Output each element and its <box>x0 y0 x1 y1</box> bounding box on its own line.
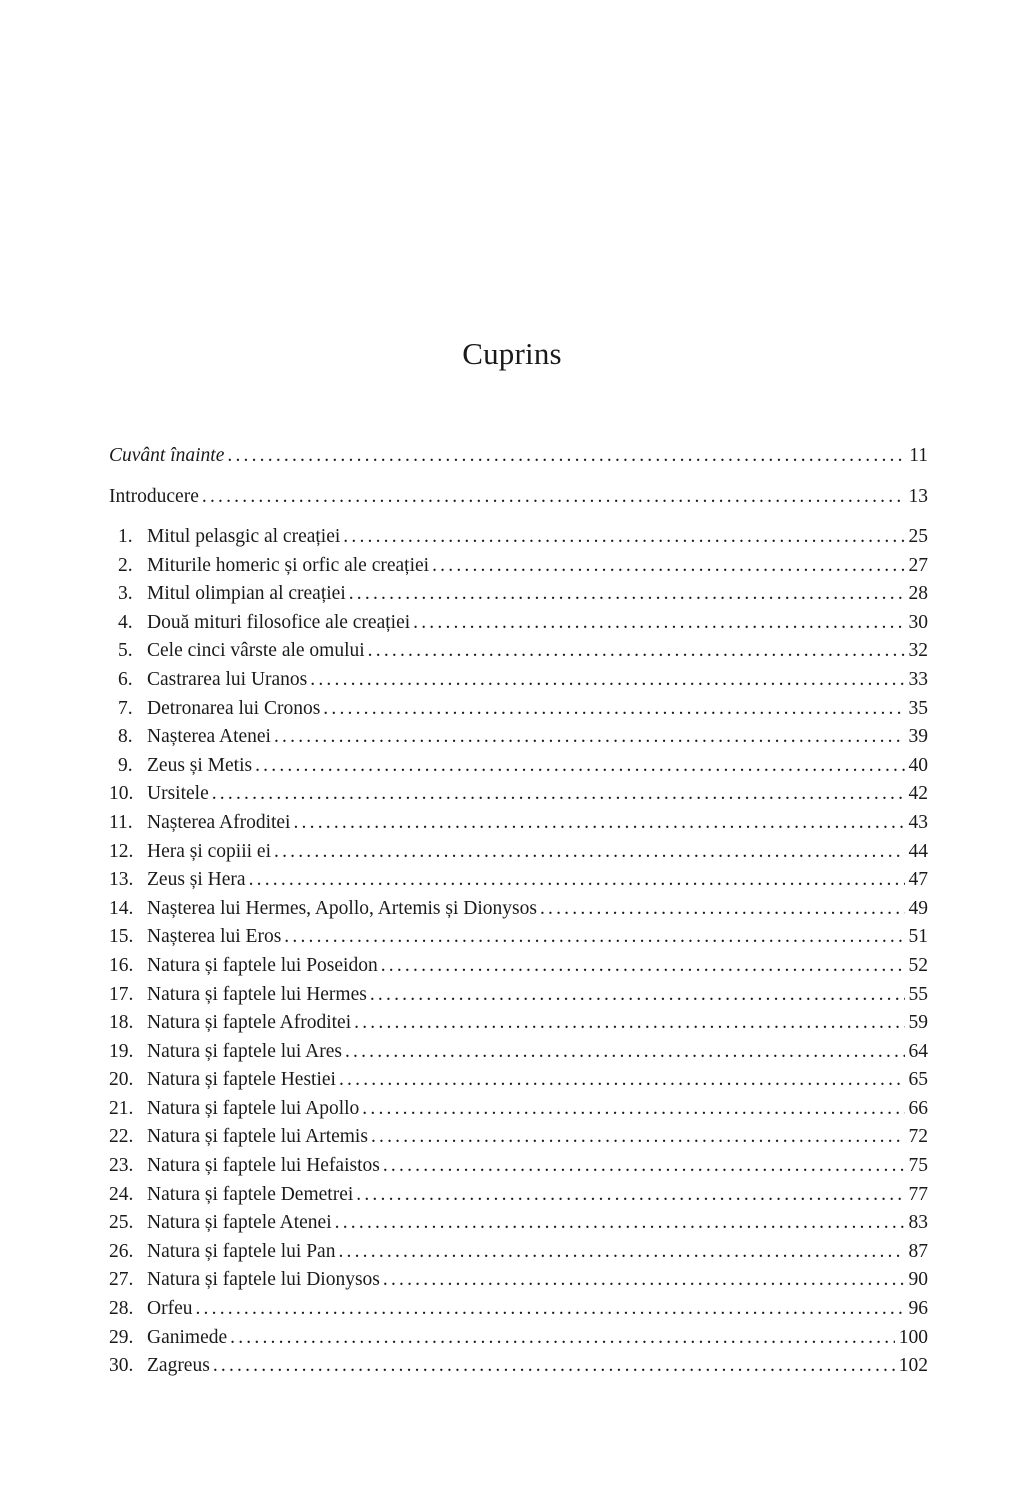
toc-entry-page: 51 <box>908 926 928 948</box>
toc-entry-number: 13. <box>109 869 134 891</box>
toc-entry[interactable] <box>109 580 928 609</box>
dot-leader <box>274 723 905 752</box>
toc-entry[interactable] <box>109 838 928 867</box>
toc-entry-number: 26. <box>109 1240 134 1262</box>
toc-entry-label: Zeus și Metis <box>147 754 253 776</box>
toc-entry-label: Natura și faptele lui Hermes <box>147 983 367 1005</box>
dot-leader <box>368 637 905 666</box>
toc-entry[interactable] <box>109 780 928 809</box>
toc-entry[interactable] <box>109 952 928 981</box>
toc-entry-page: 64 <box>908 1040 928 1062</box>
toc-entry-label: Natura și faptele lui Ares <box>147 1040 342 1062</box>
dot-leader <box>230 1324 895 1353</box>
toc-entry-page: 90 <box>908 1269 928 1291</box>
toc-entry-label: Natura și faptele lui Hefaistos <box>147 1155 380 1177</box>
toc-entry-page: 102 <box>898 1355 928 1377</box>
toc-entry[interactable] <box>109 637 928 666</box>
dot-leader <box>349 580 905 609</box>
toc-entry-label: Castrarea lui Uranos <box>147 668 308 690</box>
toc-entry-label: Hera și copiii ei <box>147 840 271 862</box>
toc-entry-label: Natura și faptele Demetrei <box>147 1183 354 1205</box>
dot-leader <box>383 1152 905 1181</box>
toc-entry-label: Nașterea Afroditei <box>147 811 291 833</box>
toc-entry-introduction[interactable] <box>109 483 928 523</box>
toc-entry-label: Orfeu <box>147 1298 193 1320</box>
dot-leader <box>338 1238 904 1267</box>
toc-entry-foreword[interactable] <box>109 442 928 483</box>
toc-entry[interactable] <box>109 609 928 638</box>
toc-entry-label: Zagreus <box>147 1355 210 1377</box>
toc-entry-label: Nașterea Atenei <box>147 726 271 748</box>
dot-leader <box>310 666 904 695</box>
toc-entry-number: 24. <box>109 1183 134 1205</box>
toc-entry-page: 35 <box>908 697 928 719</box>
chapter-list <box>109 523 928 1381</box>
toc-entry-label: Natura și faptele lui Dionysos <box>147 1269 380 1291</box>
dot-leader <box>343 523 904 552</box>
toc-entry[interactable] <box>109 1352 928 1381</box>
toc-entry-label: Miturile homeric și orfic ale creației <box>147 554 430 576</box>
dot-leader <box>356 1181 904 1210</box>
dot-leader <box>381 952 905 981</box>
dot-leader <box>227 442 905 471</box>
toc-entry[interactable] <box>109 1295 928 1324</box>
toc-entry-page: 39 <box>908 726 928 748</box>
table-of-contents <box>109 442 928 1381</box>
toc-entry-page: 42 <box>908 783 928 805</box>
toc-entry-page: 43 <box>908 811 928 833</box>
toc-entry-page: 49 <box>908 897 928 919</box>
toc-entry-page: 100 <box>898 1326 928 1348</box>
toc-entry-number: 29. <box>109 1326 134 1348</box>
toc-entry-page: 27 <box>908 554 928 576</box>
toc-entry-page: 11 <box>909 445 928 466</box>
toc-entry-page: 47 <box>908 869 928 891</box>
dot-leader <box>335 1209 905 1238</box>
toc-entry[interactable] <box>109 1238 928 1267</box>
toc-entry-label: Introducere <box>109 486 199 507</box>
dot-leader <box>383 1266 905 1295</box>
toc-entry-page: 55 <box>908 983 928 1005</box>
toc-entry-number: 12. <box>109 840 134 862</box>
toc-entry-label: Natura și faptele lui Artemis <box>147 1126 368 1148</box>
toc-entry-number: 23. <box>109 1155 134 1177</box>
toc-entry[interactable] <box>109 1181 928 1210</box>
toc-entry-page: 83 <box>908 1212 928 1234</box>
toc-entry-label: Natura și faptele Afroditei <box>147 1012 352 1034</box>
toc-entry[interactable] <box>109 981 928 1010</box>
toc-entry-label: Mitul pelasgic al creației <box>147 526 341 547</box>
toc-entry[interactable] <box>109 809 928 838</box>
toc-entry-number: 2. <box>118 554 133 576</box>
toc-entry-label: Ganimede <box>147 1326 228 1348</box>
dot-leader <box>202 483 905 512</box>
toc-entry-number: 5. <box>118 640 133 662</box>
toc-entry-label: Cele cinci vârste ale omului <box>147 640 365 662</box>
toc-entry-page: 52 <box>908 954 928 976</box>
toc-entry-label: Cuvânt înainte <box>109 445 225 466</box>
dot-leader <box>432 552 904 581</box>
toc-entry-number: 1. <box>118 526 133 547</box>
dot-leader <box>345 1038 905 1067</box>
toc-entry-page: 75 <box>908 1155 928 1177</box>
toc-entry[interactable] <box>109 552 928 581</box>
toc-entry-page: 59 <box>908 1012 928 1034</box>
toc-entry-number: 9. <box>118 754 133 776</box>
toc-entry[interactable] <box>109 1324 928 1353</box>
dot-leader <box>371 1123 905 1152</box>
toc-entry-number: 4. <box>118 611 133 633</box>
toc-entry-label: Zeus și Hera <box>147 869 246 891</box>
toc-entry-number: 19. <box>109 1040 134 1062</box>
toc-entry-page: 44 <box>908 840 928 862</box>
toc-entry[interactable] <box>109 523 928 552</box>
toc-entry[interactable] <box>109 1123 928 1152</box>
toc-entry-page: 25 <box>908 526 928 547</box>
toc-entry-label: Ursitele <box>147 783 209 805</box>
toc-entry-page: 40 <box>908 754 928 776</box>
toc-entry-label: Natura și faptele lui Poseidon <box>147 954 378 976</box>
toc-entry-page: 33 <box>908 668 928 690</box>
toc-entry-number: 7. <box>118 697 133 719</box>
dot-leader <box>274 838 905 867</box>
toc-entry-label: Nașterea lui Eros <box>147 926 282 948</box>
toc-entry[interactable] <box>109 723 928 752</box>
toc-entry-label: Natura și faptele Hestiei <box>147 1069 336 1091</box>
toc-entry[interactable] <box>109 752 928 781</box>
toc-entry[interactable] <box>109 1009 928 1038</box>
toc-entry-page: 96 <box>908 1298 928 1320</box>
dot-leader <box>195 1295 904 1324</box>
toc-entry[interactable] <box>109 923 928 952</box>
toc-entry-page: 65 <box>908 1069 928 1091</box>
dot-leader <box>362 1095 904 1124</box>
toc-entry-label: Natura și faptele lui Pan <box>147 1240 336 1262</box>
toc-entry-page: 13 <box>908 486 928 507</box>
toc-entry-number: 28. <box>109 1298 134 1320</box>
dot-leader <box>212 780 905 809</box>
toc-entry[interactable] <box>109 1266 928 1295</box>
toc-entry-number: 10. <box>109 783 134 805</box>
toc-entry-number: 16. <box>109 954 134 976</box>
toc-entry-page: 32 <box>908 640 928 662</box>
toc-entry-number: 18. <box>109 1012 134 1034</box>
toc-entry-number: 15. <box>109 926 134 948</box>
toc-entry-number: 27. <box>109 1269 134 1291</box>
dot-leader <box>354 1009 904 1038</box>
toc-entry[interactable] <box>109 895 928 924</box>
toc-entry-number: 25. <box>109 1212 134 1234</box>
toc-entry-page: 77 <box>908 1183 928 1205</box>
toc-entry-page: 28 <box>908 583 928 605</box>
dot-leader <box>413 609 904 638</box>
dot-leader <box>213 1352 895 1381</box>
dot-leader <box>540 895 905 924</box>
toc-entry-number: 17. <box>109 983 134 1005</box>
toc-entry[interactable] <box>109 1066 928 1095</box>
toc-entry-number: 8. <box>118 726 133 748</box>
toc-entry-label: Natura și faptele lui Apollo <box>147 1097 360 1119</box>
toc-entry-number: 20. <box>109 1069 134 1091</box>
dot-leader <box>284 923 904 952</box>
dot-leader <box>370 981 905 1010</box>
toc-entry[interactable] <box>109 1095 928 1124</box>
toc-entry-number: 11. <box>109 811 133 833</box>
toc-entry-number: 14. <box>109 897 134 919</box>
toc-entry-page: 72 <box>908 1126 928 1148</box>
toc-entry[interactable] <box>109 695 928 724</box>
toc-entry-label: Nașterea lui Hermes, Apollo, Artemis și Dionysos <box>147 897 537 919</box>
toc-entry-page: 87 <box>908 1240 928 1262</box>
toc-entry-number: 30. <box>109 1355 134 1377</box>
dot-leader <box>249 866 905 895</box>
toc-entry-number: 22. <box>109 1126 134 1148</box>
toc-entry-page: 30 <box>908 611 928 633</box>
toc-entry[interactable] <box>109 866 928 895</box>
dot-leader <box>339 1066 905 1095</box>
toc-entry-number: 3. <box>118 583 133 605</box>
toc-entry-label: Natura și faptele Atenei <box>147 1212 332 1234</box>
toc-entry[interactable] <box>109 666 928 695</box>
toc-entry-label: Două mituri filosofice ale creației <box>147 611 411 633</box>
toc-entry-number: 21. <box>109 1097 134 1119</box>
toc-entry-label: Mitul olimpian al creației <box>147 583 346 605</box>
toc-entry[interactable] <box>109 1152 928 1181</box>
page-title: Cuprins <box>462 336 562 371</box>
toc-entry-number: 6. <box>118 668 133 690</box>
toc-entry[interactable] <box>109 1209 928 1238</box>
toc-entry-page: 66 <box>908 1097 928 1119</box>
toc-entry-label: Detronarea lui Cronos <box>147 697 321 719</box>
dot-leader <box>323 695 904 724</box>
toc-entry[interactable] <box>109 1038 928 1067</box>
dot-leader <box>293 809 904 838</box>
dot-leader <box>255 752 904 781</box>
